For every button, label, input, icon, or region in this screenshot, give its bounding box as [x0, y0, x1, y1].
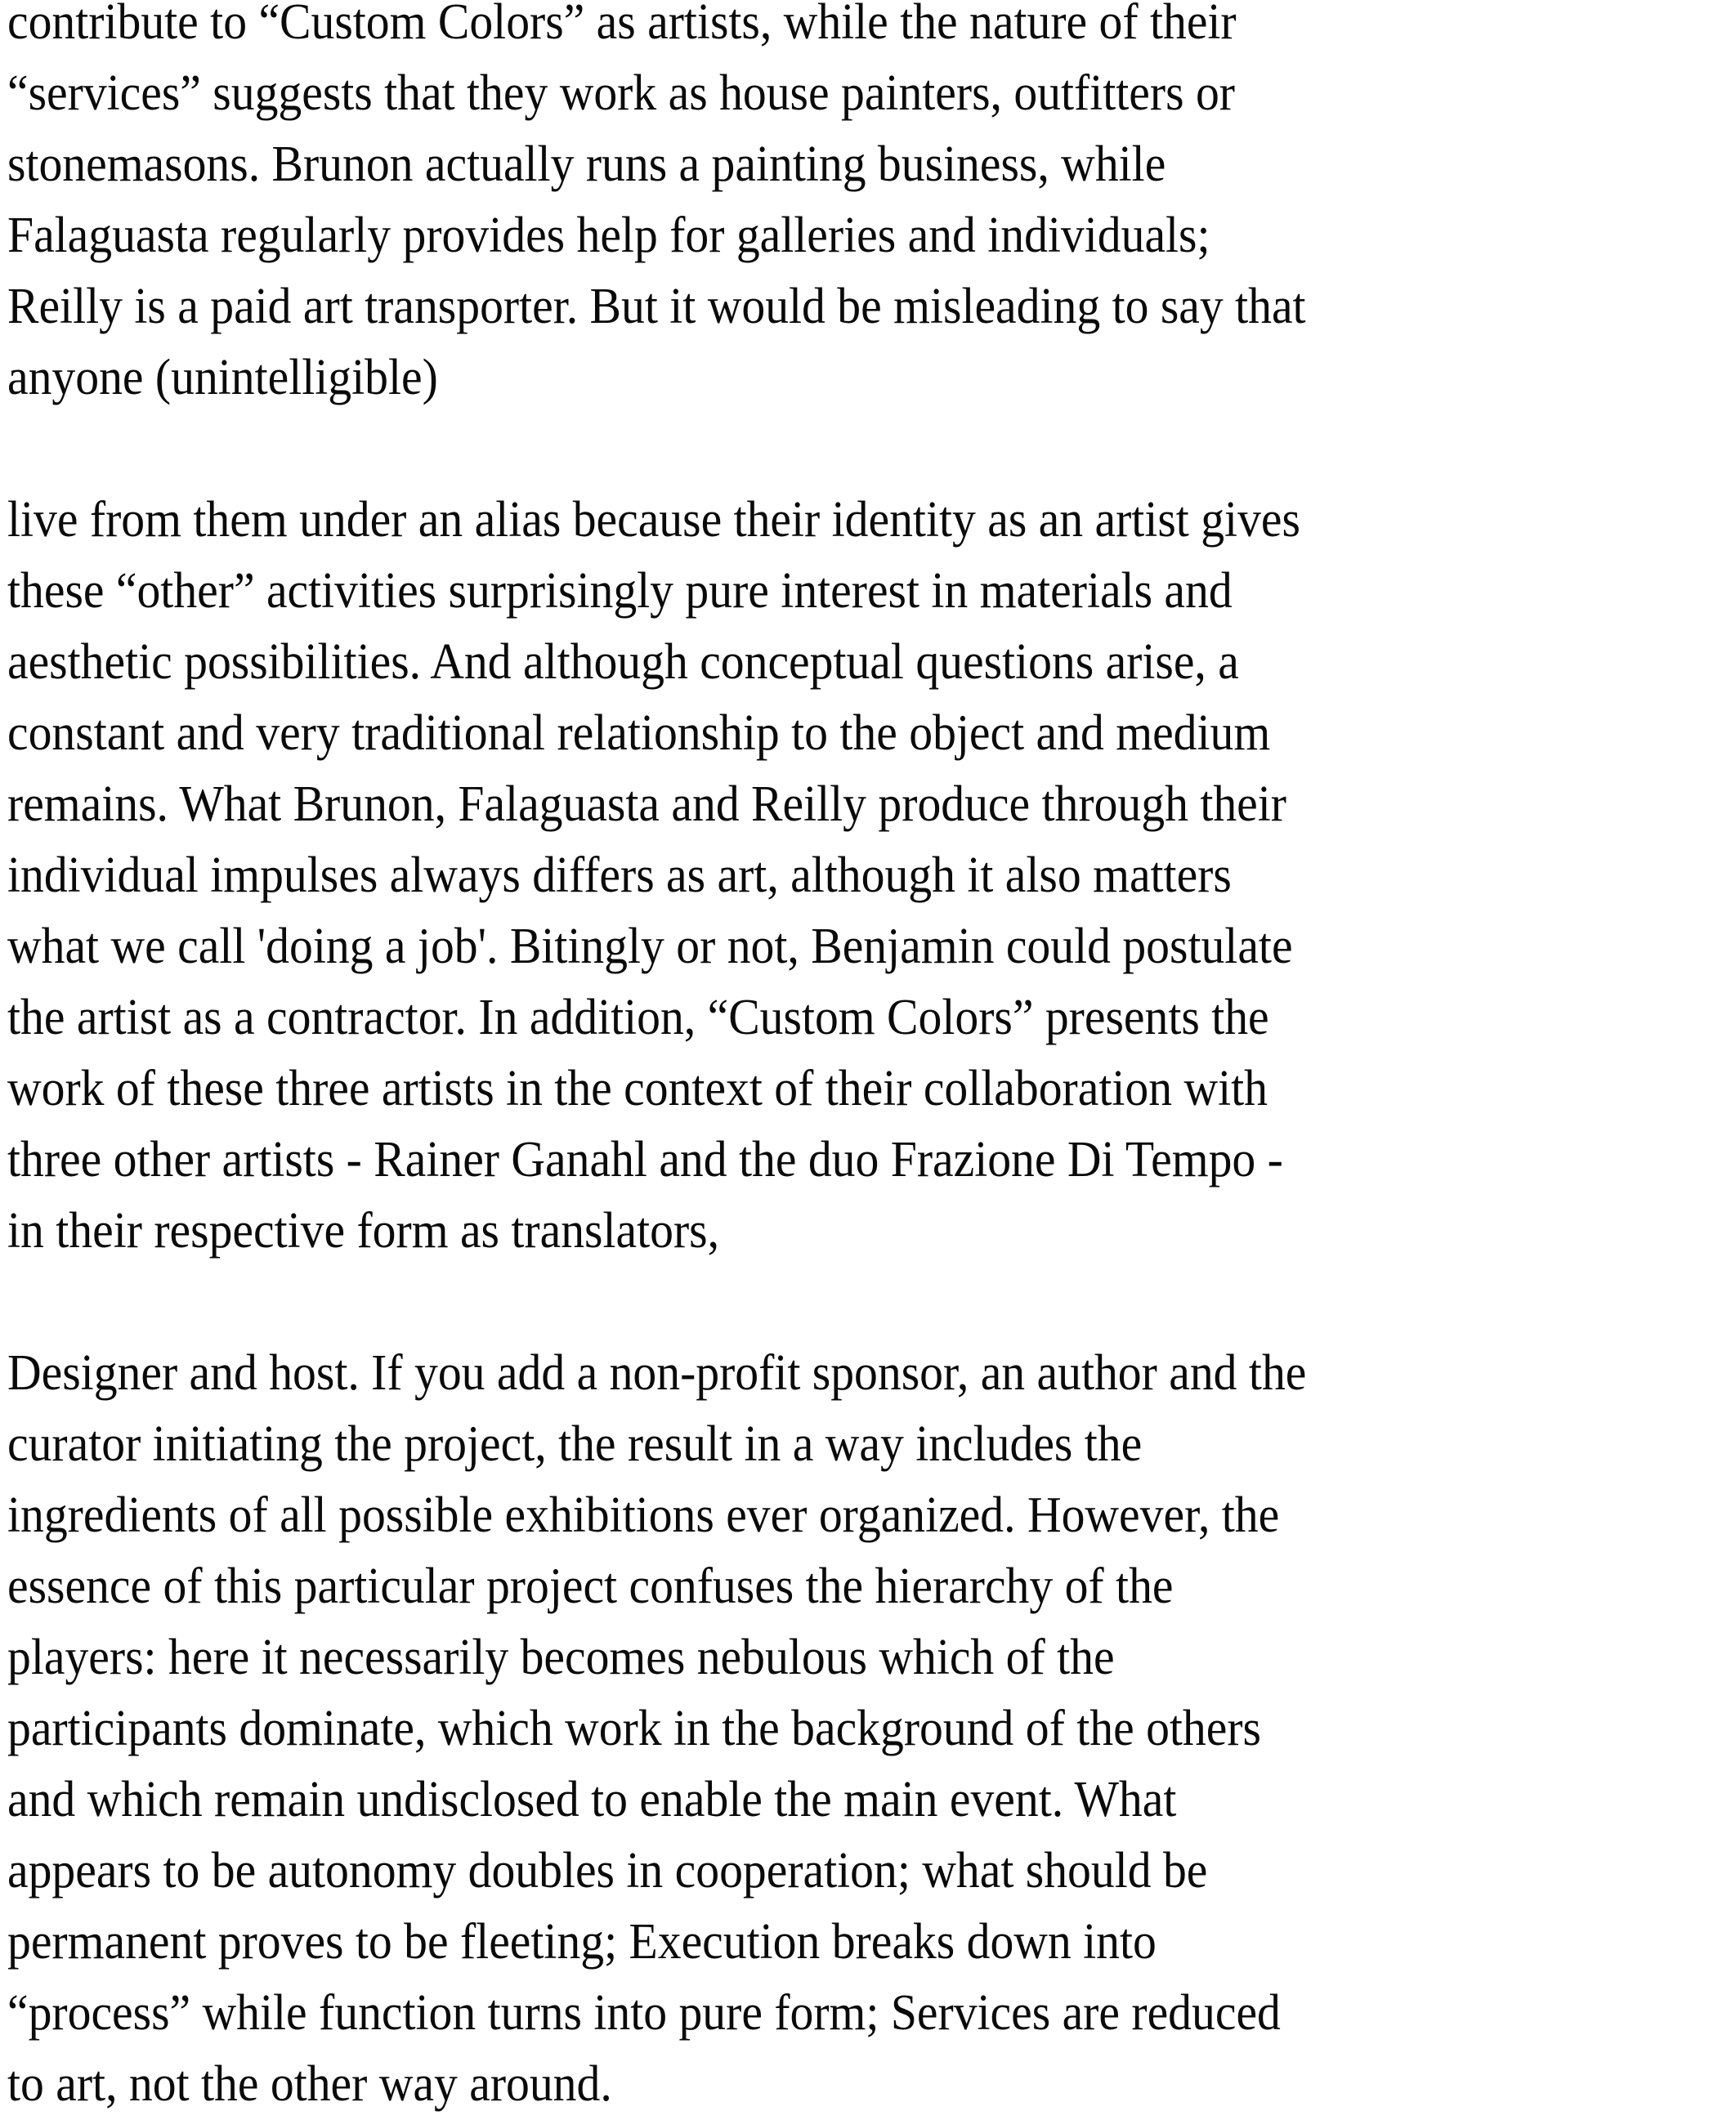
paragraph: [7, 485, 1736, 1267]
text-line: live from them under an alias because their identity as an artist gives: [7, 492, 1300, 548]
text-line: players: here it necessarily becomes nebulous which of the: [7, 1630, 1115, 1685]
text-line: ingredients of all possible exhibitions ever organized. However, the: [7, 1487, 1280, 1543]
text-line: three other artists - Rainer Ganahl and the duo Frazione Di Tempo -: [7, 1132, 1283, 1187]
text-line: “services” suggests that they work as house painters, outfitters or: [7, 65, 1235, 121]
text-line: participants dominate, which work in the background of the others: [7, 1701, 1261, 1756]
text-line: what we call 'doing a job'. Bitingly or not, Benjamin could postulate: [7, 919, 1293, 974]
text-line: permanent proves to be fleeting; Execution breaks down into: [7, 1914, 1157, 1970]
text-line: in their respective form as translators,: [7, 1203, 720, 1259]
text-line: work of these three artists in the context of their collaboration with: [7, 1061, 1268, 1116]
text-line: essence of this particular project confuses the hierarchy of the: [7, 1559, 1174, 1614]
text-line: stonemasons. Brunon actually runs a painting business, while: [7, 136, 1166, 192]
paragraph: [7, 1338, 1736, 2120]
text-line: anyone (unintelligible): [7, 350, 438, 405]
text-line: curator initiating the project, the result in a way includes the: [7, 1416, 1143, 1472]
text-line: Designer and host. If you add a non-profit sponsor, an author and the: [7, 1345, 1307, 1401]
paragraph: [7, 0, 1736, 414]
text-line: appears to be autonomy doubles in cooperation; what should be: [7, 1843, 1208, 1899]
text-line: remains. What Brunon, Falaguasta and Reilly produce through their: [7, 776, 1286, 832]
text-line: the artist as a contractor. In addition, “Custom Colors” presents the: [7, 990, 1269, 1045]
text-line: constant and very traditional relationship to the object and medium: [7, 705, 1271, 761]
text-line: individual impulses always differs as art, although it also matters: [7, 848, 1232, 903]
text-line: “process” while function turns into pure form; Services are reduced: [7, 1985, 1281, 2041]
text-line: aesthetic possibilities. And although conceptual questions arise, a: [7, 634, 1239, 690]
text-line: to art, not the other way around.: [7, 2056, 612, 2112]
text-line: Falaguasta regularly provides help for galleries and individuals;: [7, 208, 1210, 263]
text-line: Reilly is a paid art transporter. But it would be misleading to say that: [7, 279, 1306, 334]
text-line: contribute to “Custom Colors” as artists, while the nature of their: [7, 0, 1237, 50]
text-line: and which remain undisclosed to enable the main event. What: [7, 1772, 1177, 1827]
text-line: these “other” activities surprisingly pure interest in materials and: [7, 563, 1233, 619]
